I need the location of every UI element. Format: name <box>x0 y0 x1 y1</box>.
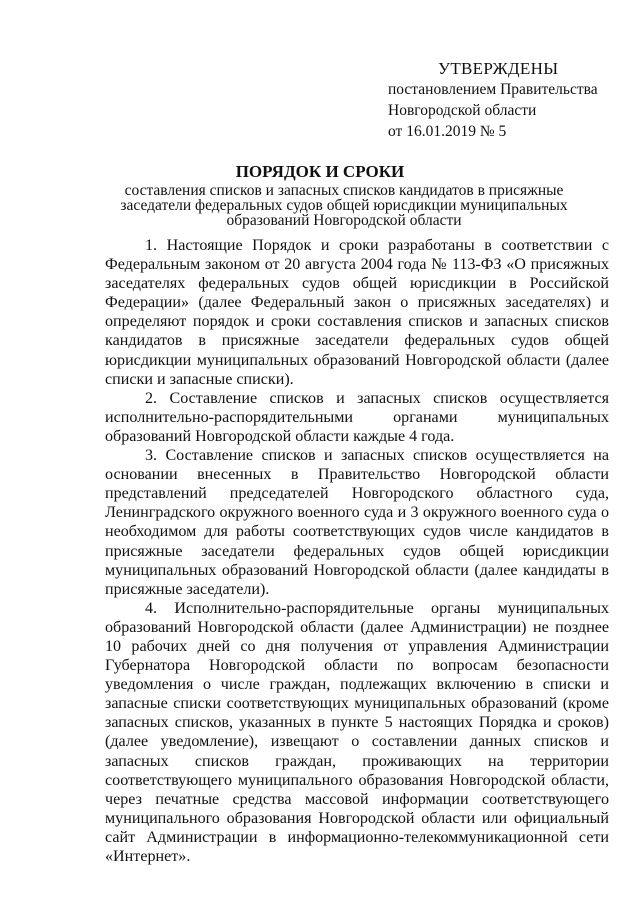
paragraph-2: 2. Составление списков и запасных списков осуществляется исполнительно-распорядительными органами муниципальных образований Новгородской области каждые 4 года. <box>105 389 609 445</box>
approval-title: УТВЕРЖДЕНЫ <box>438 59 559 78</box>
paragraph-3: 3. Составление списков и запасных списков осуществляется на основании внесенных в Правительство Новгородской области представлений председателей Новгородского областного суда, Ленинградского окружного военного суда и 3 окружного военного суда о необходимом для работы соответствующих судов числе кандидатов в присяжные заседатели федеральных судов общей юрисдикции муниципальных образований Новгородской области (далее кандидаты в присяжные заседатели). <box>105 447 609 598</box>
document-subtitle: составления списков и запасных списков кандидатов в присяжные заседатели федеральных судов общей юрисдикции муниципальных образований Новгородской области <box>120 182 568 229</box>
document-title: ПОРЯДОК И СРОКИ <box>235 162 405 181</box>
approval-line-2: Новгородской области <box>388 102 537 119</box>
paragraph-1: 1. Настоящие Порядок и сроки разработаны в соответствии с Федеральным законом от 20 августа 2004 года № 113-ФЗ «О присяжных заседателях федеральных судов общей юрисдикции в Российской Федерации» (далее Федеральный закон о присяжных заседателях) и определяют порядок и сроки составления списков и запасных списков кандидатов в присяжные заседатели федеральных судов общей юрисдикции муниципальных образований Новгородской области (далее списки и запасные списки). <box>105 237 609 388</box>
document-body <box>105 236 609 866</box>
approval-line-3: от 16.01.2019 № 5 <box>388 123 507 140</box>
approval-line-1: постановлением Правительства <box>388 81 598 98</box>
approval-stamp <box>388 58 628 142</box>
paragraph-4: 4. Исполнительно-распорядительные органы муниципальных образований Новгородской области (далее Администрации) не позднее 10 рабочих дней со дня получения от управления Администрации Губернатора Новгородской области по вопросам безопасности уведомления о числе граждан, подлежащих включению в списки и запасные списки соответствующих муниципальных образований (кроме запасных списков, указанных в пункте 5 настоящих Порядка и сроков) (далее уведомление), извещают о составлении данных списков и запасных списков граждан, проживающих на территории соответствующего муниципального образования Новгородской области, через печатные средства массовой информации соответствующего муниципального образования Новгородской области или официальный сайт Администрации в информационно-телекоммуникационной сети «Интернет». <box>105 599 609 865</box>
